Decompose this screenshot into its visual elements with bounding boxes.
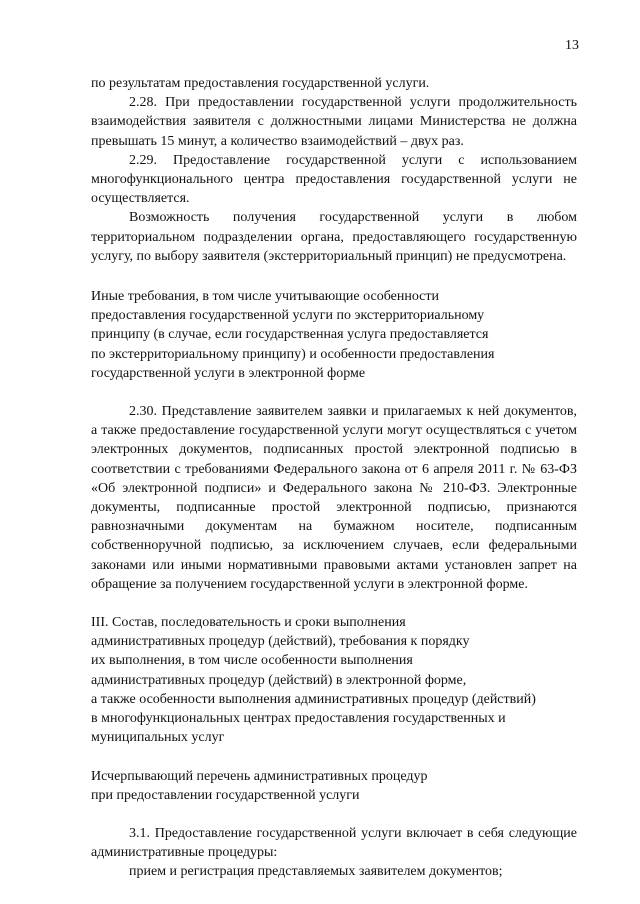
heading-line: III. Состав, последовательность и сроки выполнения [91,615,406,631]
heading-line: Иные требования, в том числе учитывающие особенности [91,289,440,305]
paragraph-continuation: по результатам предоставления государственной услуги. [91,76,430,91]
heading-line: а также особенности выполнения административных процедур (действий) [91,691,536,707]
heading-line: муниципальных услуг [91,730,225,746]
section-heading-procedures-list [91,767,577,805]
paragraph-2-29-extraterritorial: Возможность получения государственной услуги в любом территориальном подразделении органа, предоставляющего государственную услугу, по выбору заявителя (экстерриториальный принцип) не предусмотрена. [91,210,577,264]
heading-line: административных процедур (действий), требования к порядку [91,634,470,650]
heading-line: при предоставлении государственной услуги [91,787,360,803]
paragraph-3-1: 3.1. Предоставление государственной услуги включает в себя следующие административные процедуры: [91,825,577,861]
page-number: 13 [565,38,579,53]
heading-line: предоставления государственной услуги по экстерриториальному [91,308,485,324]
heading-line: в многофункциональных центрах предоставления государственных и [91,711,506,727]
document-body [91,74,577,882]
section-heading-iii [91,613,577,747]
paragraph-2-30: 2.30. Представление заявителем заявки и прилагаемых к ней документов, а также предоставление государственной услуги могут осуществляться с учетом электронных документов, подписанных простой электронной подписью в соответствии с требованиями Федерального закона от 6 апреля 2011 г. № 63-ФЗ «Об электронной подписи» и Федерального закона № 210-ФЗ. Электронные документы, подписанные простой электронной подписью, признаются равнозначными документам на бумажном носителе, подписанным собственноручной подписью, за исключением случаев, если федеральными законами или иными нормативными правовыми актами установлен запрет на обращение за получением государственной услуги в электронной форме. [91,404,577,592]
heading-line: Исчерпывающий перечень административных процедур [91,768,428,784]
heading-line: административных процедур (действий) в электронной форме, [91,672,467,688]
paragraph-2-28: 2.28. При предоставлении государственной услуги продолжительность взаимодействия заявителя с должностными лицами Министерства не должна превышать 15 минут, а количество взаимодействий – двух раз. [91,95,577,149]
section-heading-other-requirements [91,287,577,383]
list-item-reception-registration: прием и регистрация представляемых заявителем документов; [129,864,503,880]
heading-line: по экстерриториальному принципу) и особенности предоставления [91,346,495,362]
paragraph-2-29: 2.29. Предоставление государственной услуги с использованием многофункционального центра предоставления государственной услуги не осуществляется. [91,152,577,207]
heading-line: принципу (в случае, если государственная услуга предоставляется [91,327,489,343]
heading-line: их выполнения, в том числе особенности выполнения [91,653,413,669]
heading-line: государственной услуги в электронной форме [91,365,366,381]
